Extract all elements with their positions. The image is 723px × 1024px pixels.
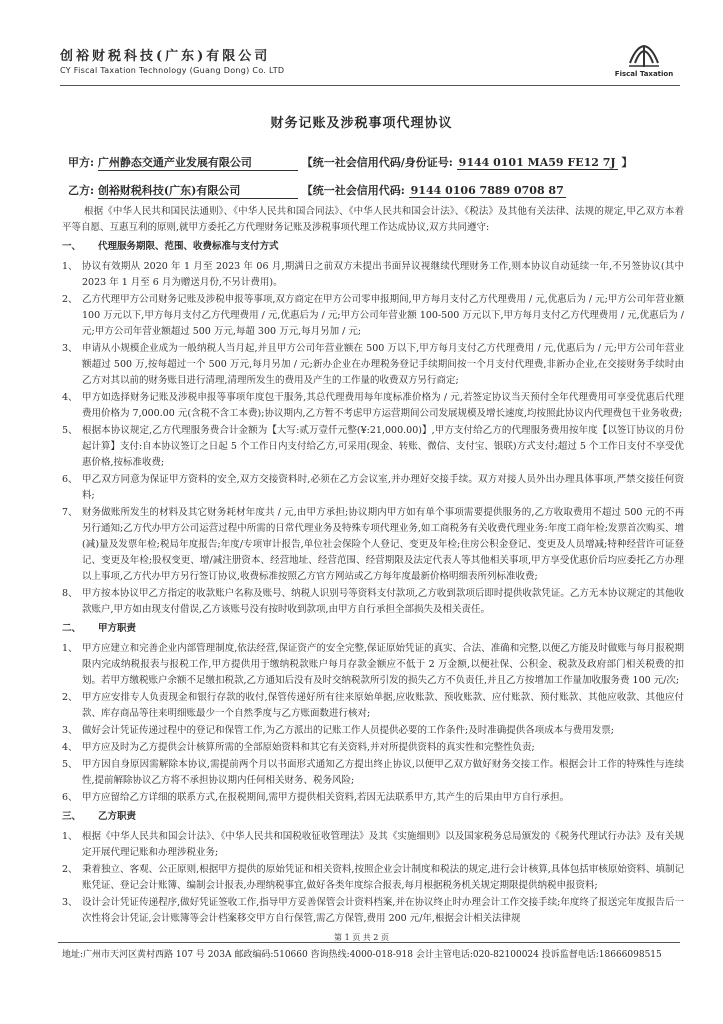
clause-text: 甲方应安排专人负责现金和银行存款的收付,保管传递好所有往来原始单据,应收账款、预收账款、应付账款、预付账款、其他应收款、其他应付款、库存商品等往来明细账最少一个自然季度与乙方账面数进行核对; — [82, 692, 684, 719]
section-heading — [62, 239, 684, 255]
clause-text: 申请从小规模企业成为一般纳税人当月起,并且甲方公司年营业额在 500 万以下,甲方每月支付乙方代理费用 / 元,优惠后为 / 元;甲方公司年营业额超过 500 万,按每超过一个 500 万元,每月另加 / 元;新办企业在办理税务登记手续期间按一个月支付代理费,非新办企业,在交接财务手续时由乙方对其以前的财务账目进行清理,清理所发生的费用及产生的工作量的收费双方另行商定; — [82, 343, 684, 386]
document-title: 财务记账及涉税事项代理协议 — [270, 116, 453, 131]
clause-text: 甲方应及时为乙方提供会计核算所需的全部原始资料和其它有关资料,并对所提供资料的真实性和完整性负责; — [82, 742, 535, 753]
agreement-body — [62, 204, 684, 928]
clause-item — [62, 829, 684, 861]
clause-item — [62, 505, 684, 585]
party-b-code: 9144 0106 7889 0708 87 — [410, 184, 564, 197]
section-title: 乙方职责 — [98, 811, 137, 822]
clause-number: 4、 — [62, 742, 78, 753]
clause-text: 做好会计凭证传递过程中的登记和保管工作,为乙方派出的记账工作人员提供必要的工作条件;及时准确提供各项成本与费用发票; — [82, 725, 614, 736]
footer-divider — [58, 942, 680, 943]
clause-item — [62, 472, 684, 504]
clause-item — [62, 341, 684, 389]
clause-item — [62, 259, 684, 291]
clause-text: 甲方如选择财务记账及涉税申报等事项年度包干服务,其总代理费用每年度标准价格为 / 元,若签定协议当天预付全年代理费用可享受优惠后代理费用价格为 7,000.00 元(含税不含工本费);协议期内,乙方暂不考虑甲方运营期间公司发展规模及增长速度,均按照此协议内代理费包干业务收费; — [82, 392, 684, 419]
section-title: 代理服务期限、范围、收费标准与支付方式 — [98, 241, 279, 252]
section-title: 甲方职责 — [98, 623, 137, 634]
clause-item — [62, 723, 684, 739]
party-b-code-label: 【统一社会信用代码: — [301, 184, 405, 197]
clause-item — [62, 390, 684, 422]
party-a-name: 广州静态交通产业发展有限公司 — [98, 154, 298, 171]
letterhead — [60, 45, 680, 86]
clause-item — [62, 895, 684, 927]
clause-text: 财务做账所发生的材料及其它财务耗材年度共 / 元,由甲方承担;协议期内甲方如有单个事项需要提供服务的,乙方收取费用不超过 500 元的不再另行通知;乙方代办甲方公司运营过程中所需的日常代理业务及特殊专项代理业务,如工商税务有关收费代理业务:年度工商年检;发票首次购买、增(减)量及发票年检;税局年度报告;年度/专项审计报告,单位社会保险个人登记、变更及年检;住房公积金登记、变更及人员增减;特种经营许可证登记、变更及年检;股权变更、增/减注册资本、经营地址、经营范围、经营期限及法定代表人等其他相关事项,甲方享受优惠价后均应委托乙方办理以上事项,乙方代办甲方另行签订协议,收费标准按照乙方官方网站或乙方每年度最新价格明细表所列标准收费; — [82, 507, 684, 582]
clause-text: 秉着独立、客观、公正原则,根据甲方提供的原始凭证和相关资料,按照企业会计制度和税法的规定,进行会计核算,具体包括审核原始资料、填制记账凭证、登记会计账簿、编制会计报表,办理纳税事宜,做好各类年度综合报表,每月根据税务机关规定期限提供纳税申报资料; — [82, 864, 684, 891]
clause-item — [62, 757, 684, 789]
party-b-name: 创裕财税科技(广东)有限公司 — [98, 182, 298, 199]
clause-number: 8、 — [62, 588, 78, 599]
party-b-line — [68, 182, 566, 199]
clause-number: 4、 — [62, 392, 78, 403]
clause-item — [62, 740, 684, 756]
clause-item — [62, 641, 684, 689]
clause-item — [62, 292, 684, 340]
party-b-label: 乙方: — [68, 184, 95, 197]
clause-number: 1、 — [62, 831, 78, 842]
company-name-en: CY Fiscal Taxation Technology (Guang Dong) Co. LTD — [60, 66, 285, 75]
section-heading — [62, 809, 684, 825]
footer-address: 地址:广州市天河区黄村西路 107 号 203A 邮政编码:510660 咨询热线:4000-018-918 会计主管电话:020-82100024 投诉监督电话:18666098515 — [62, 950, 662, 960]
clause-number: 3、 — [62, 343, 78, 354]
clause-item — [62, 586, 684, 618]
clause-number: 2、 — [62, 864, 78, 875]
section-number: 三、 — [62, 811, 82, 822]
clause-text: 根据本协议规定,乙方代理服务费合计金额为【大写:贰万壹仟元整(¥:21,000.00)】,甲方支付给乙方的代理服务费用按年度【以签订协议的月份起计算】支付:自本协议签订之日起 5 个工作日内支付给乙方,可采用(现金、转账、微信、支付宝、银联)方式支付;超过 5 个工作日支付不享受优惠价格,按标准收费; — [82, 425, 684, 468]
logo-text: Fiscal Taxation — [614, 70, 674, 78]
party-a-code: 9144 0101 MA59 FE12 7J — [458, 156, 616, 169]
clause-text: 设计会计凭证传递程序,做好凭证签收工作,指导甲方妥善保管会计资料档案,并在协议终止时办理会计工作交接手续;年度终了报送完年度报告后一次性将会计凭证,会计账簿等会计档案移交甲方自行保管,需乙方保管,费用 200 元/年,根据会计相关法律规 — [82, 897, 684, 924]
clause-number: 5、 — [62, 759, 78, 770]
sections-container — [62, 239, 684, 927]
clause-item — [62, 690, 684, 722]
clause-number: 1、 — [62, 643, 78, 654]
clause-text: 甲乙双方同意为保证甲方资料的安全,双方交接资料时,必须在乙方会议室,并办理好交接手续。双方对接人员外出办理具体事项,严禁交接任何资料; — [82, 474, 684, 501]
fiscal-taxation-logo-icon — [627, 43, 661, 69]
clause-text: 甲方按本协议甲乙方指定的收款账户名称及账号、纳税人识别号等资料支付款项,乙方收到款项后即时提供收款凭证。乙方无本协议规定的其他收款账户,甲方如由现支付借误,乙方该账号没有按时收到款项,由甲方自行承担全部损失及相关责任。 — [82, 588, 684, 615]
clause-item — [62, 423, 684, 471]
clause-number: 6、 — [62, 792, 78, 803]
clause-number: 3、 — [62, 897, 78, 908]
clause-number: 2、 — [62, 692, 78, 703]
company-name-cn: 创裕财税科技(广东)有限公司 — [60, 49, 271, 64]
party-a-label: 甲方: — [68, 156, 95, 169]
clause-text: 甲方应留给乙方详细的联系方式,在报税期间,需甲方提供相关资料,若因无法联系甲方,其产生的后果由甲方自行承担。 — [82, 792, 570, 803]
clause-number: 1、 — [62, 261, 78, 272]
clause-number: 7、 — [62, 507, 78, 518]
company-logo — [614, 43, 674, 85]
preamble: 根据《中华人民共和国民法通则》、《中华人民共和国合同法》、《中华人民共和国会计法》、《税法》及其他有关法律、法规的规定,甲乙双方本着平等自愿、互惠互利的原则,就甲方委托乙方代理财务记账及涉税事项代理工作达成协议,双方共同遵守: — [62, 206, 684, 233]
clause-item — [62, 790, 684, 806]
page-number: 第 1 页 共 2 页 — [334, 933, 389, 942]
clause-number: 3、 — [62, 725, 78, 736]
section-number: 一、 — [62, 241, 82, 252]
clause-text: 甲方应建立和完善企业内部管理制度,依法经营,保证资产的安全完整,保证原始凭证的真实、合法、准确和完整,以便乙方能及时做账与每月报税期限内完成纳税报表与报税工作,甲方提供用于缴纳税款账户每月存款金额应不低于 2 万金额,以便社保、公积金、税款及政府部门相关税费的扣划。若甲方缴税账户余额不足缴扣税款,乙方通知后没有及时交纳税款所引发的损失乙方不负责任,并且乙方按增加工作量加收服务费 100 元/次; — [82, 643, 684, 686]
clause-number: 6、 — [62, 474, 78, 485]
party-a-code-end: 】 — [621, 156, 633, 169]
clause-text: 协议有效期从 2020 年 1 月至 2023 年 06 月,期满日之前双方未提出书面异议视继续代理财务工作,则本协议自动延续一年,不另签协议(其中 2023 年 1 月至 6 月为赠送月份,不另计费用)。 — [82, 261, 684, 288]
clause-number: 2、 — [62, 294, 78, 305]
clause-text: 根据《中华人民共和国会计法》、《中华人民共和国税收征收管理法》及其《实施细则》以及国家税务总局颁发的《税务代理试行办法》及有关规定开展代理记账和办理涉税业务; — [82, 831, 684, 858]
section-heading — [62, 621, 684, 637]
section-number: 二、 — [62, 623, 82, 634]
clause-item — [62, 862, 684, 894]
clause-text: 乙方代理甲方公司财务记账及涉税申报等事项,双方商定在甲方公司零申报期间,甲方每月支付乙方代理费用 / 元,优惠后为 / 元;甲方公司年营业额 100 万元以下,甲方每月支付乙方代理费用 / 元,优惠后为 / 元;甲方公司年营业额 100-500 万元以下,甲方每月支付乙方代理费用 / 元,优惠后为 / 元;甲方公司年营业额超过 500 万元,每超 300 万元,每月另加 / 元; — [82, 294, 684, 337]
party-a-code-label: 【统一社会信用代码/身份证号: — [301, 156, 453, 169]
clause-number: 5、 — [62, 425, 78, 436]
clause-text: 甲方因自身原因需解除本协议,需提前两个月以书面形式通知乙方提出终止协议,以便甲乙双方做好财务交接工作。根据会计工作的特殊性与连续性,提前解除协议乙方将不承担协议期内任何相关财务、税务风险; — [82, 759, 684, 786]
party-a-line — [68, 154, 632, 171]
